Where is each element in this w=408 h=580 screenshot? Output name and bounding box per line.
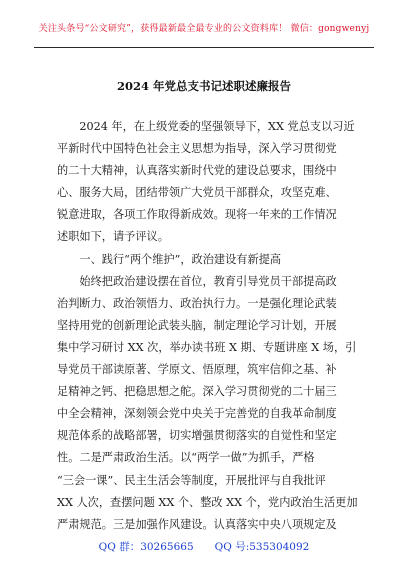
body-line: 严肃规范。三是加强作风建设。认真落实中央八项规定及 bbox=[57, 517, 337, 531]
document-body bbox=[57, 116, 357, 536]
header-banner: 关注头条号“公文研究”，获得最新最全最专业的公文资料库！ 微信：gongwenyj bbox=[38, 24, 370, 34]
header-divider bbox=[34, 47, 374, 48]
footer-contact: QQ 群：30265665 QQ 号:535304092 bbox=[98, 541, 310, 553]
body-line: 锐意进取，各项工作取得新成效。现将一年来的工作情况 bbox=[57, 208, 337, 222]
body-line: 治判断力、政治领悟力、政治执行力。一是强化理论武装 bbox=[57, 296, 337, 310]
body-line: 述职如下，请予评议。 bbox=[57, 230, 169, 244]
document-title: 2024 年党总支书记述职述廉报告 bbox=[116, 79, 291, 93]
body-line: 足精神之钙、把稳思想之舵。深入学习贯彻党的二十届三 bbox=[57, 385, 337, 399]
body-line: 心、服务大局，团结带领广大党员干部群众，攻坚克难、 bbox=[57, 186, 337, 200]
body-line: 始终把政治建设摆在首位，教育引导党员干部提高政 bbox=[57, 274, 337, 288]
body-line: 集中学习研讨 XX 次，举办读书班 X 期、专题讲座 X 场，引 bbox=[57, 340, 357, 354]
body-line: 平新时代中国特色社会主义思想为指导，深入学习贯彻党 bbox=[57, 142, 337, 156]
body-line: 中全会精神，深刻领会党中央关于完善党的自我革命制度 bbox=[57, 407, 337, 421]
body-line: 的二十大精神，认真落实新时代党的建设总要求，围绕中 bbox=[57, 164, 337, 178]
section-heading: 一、践行“两个维护”，政治建设有新提高 bbox=[57, 252, 282, 266]
body-line: “三会一课”、民主生活会等制度，开展批评与自我批评 bbox=[57, 473, 326, 487]
body-line: XX 人次，查摆问题 XX 个、整改 XX 个，党内政治生活更加 bbox=[57, 495, 358, 509]
body-line: 导党员干部读原著、学原文、悟原理，筑牢信仰之基、补 bbox=[57, 363, 337, 377]
body-line: 坚持用党的创新理论武装头脑，制定理论学习计划，开展 bbox=[57, 318, 337, 332]
body-line: 性。二是严肃政治生活。以“两学一做”为抓手，严格 bbox=[57, 451, 315, 465]
body-line: 规范体系的战略部署，切实增强贯彻落实的自觉性和坚定 bbox=[57, 429, 337, 443]
body-line: 2024 年，在上级党委的坚强领导下，XX 党总支以习近 bbox=[57, 120, 355, 133]
